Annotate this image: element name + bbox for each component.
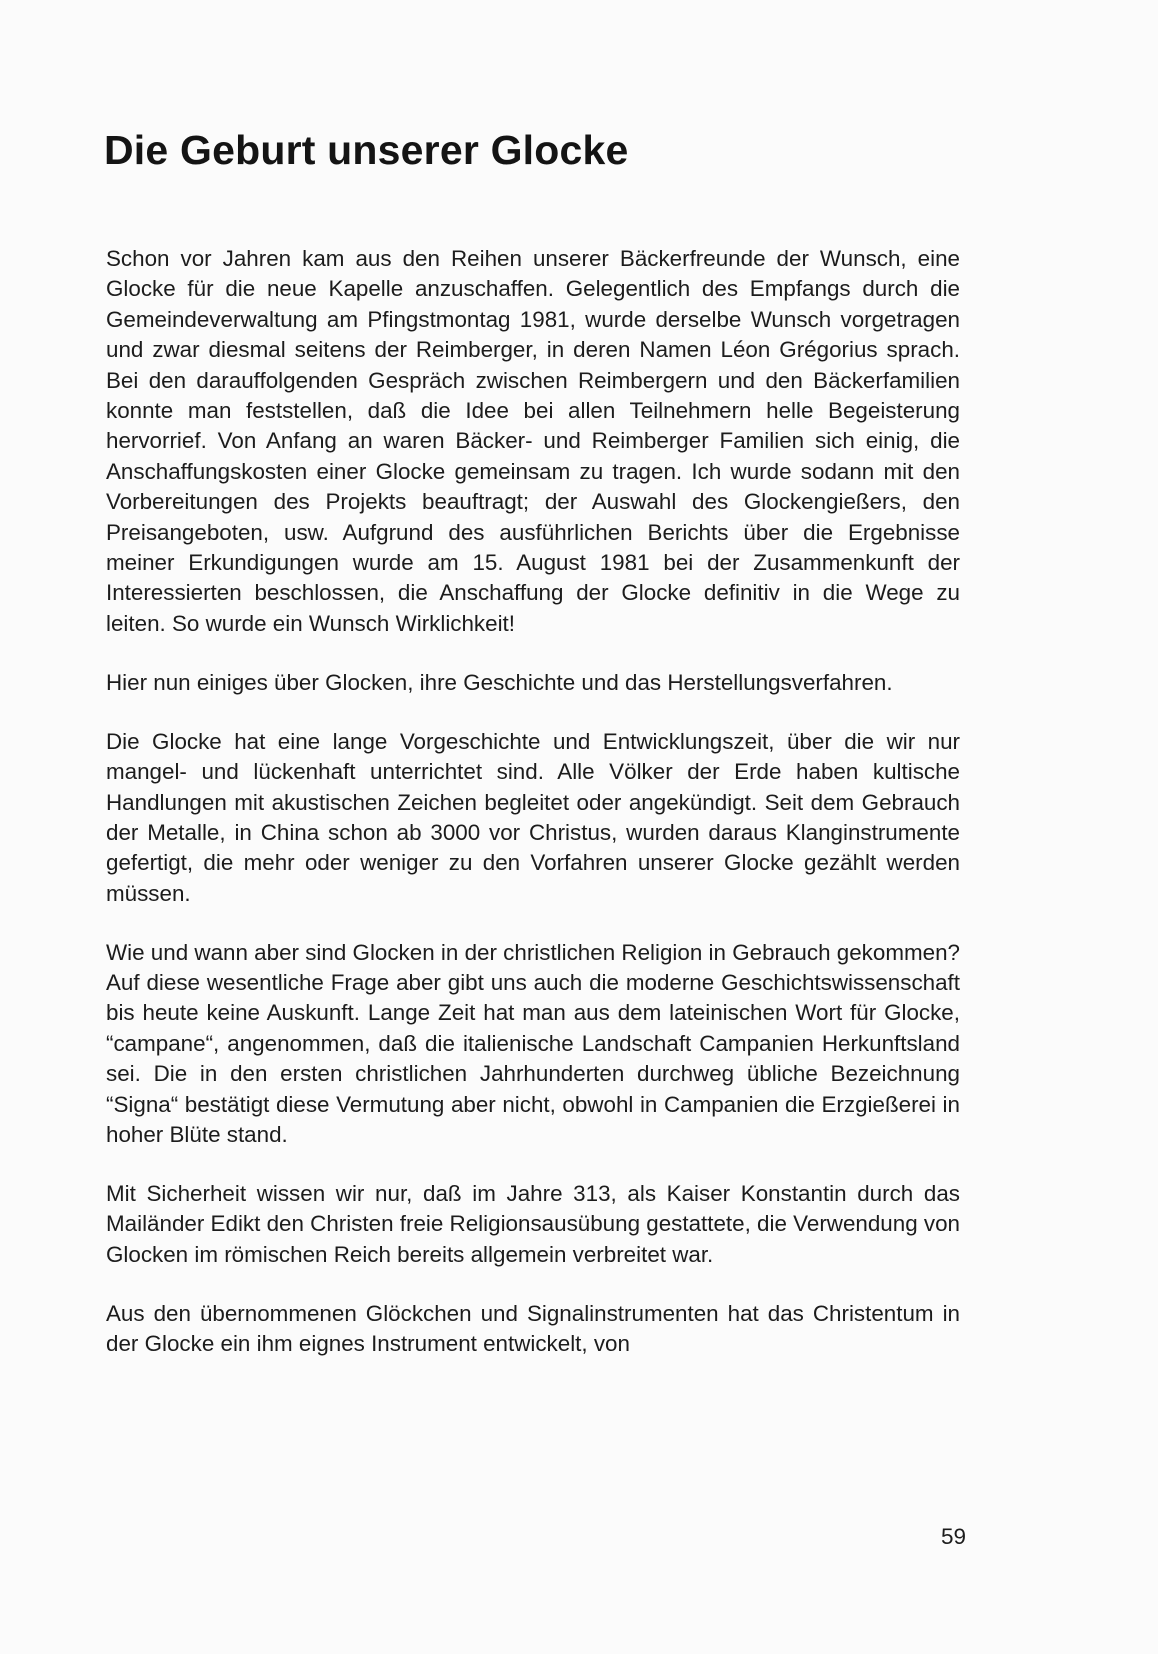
body-text [106,244,960,1360]
paragraph-3: Die Glocke hat eine lange Vorgeschichte und Entwicklungszeit, über die wir nur mangel- und lückenhaft unterrichtet sind. Alle Völker der Erde haben kultische Handlungen mit akustischen Zeichen begleitet oder angekündigt. Seit dem Gebrauch der Metalle, in China schon ab 3000 vor Christus, wurden daraus Klanginstrumente gefertigt, die mehr oder weniger zu den Vorfahren unserer Glocke gezählt werden müssen. [106,728,960,906]
paragraph-6: Aus den übernommenen Glöckchen und Signalinstrumenten hat das Christentum in der Glocke ein ihm eignes Instrument entwickelt, von [106,1300,960,1357]
page-number: 59 [940,1524,966,1549]
paragraph-1: Schon vor Jahren kam aus den Reihen unserer Bäckerfreunde der Wunsch, eine Glocke für die neue Kapelle anzuschaffen. Gelegentlich des Empfangs durch die Gemeindeverwaltung am Pfingstmontag 1981, wurde derselbe Wunsch vorgetragen und zwar diesmal seitens der Reimberger, in deren Namen Léon Grégorius sprach. Bei den darauffolgenden Gespräch zwischen Reimbergern und den Bäckerfamilien konnte man feststellen, daß die Idee bei allen Teilnehmern helle Begeisterung hervorrief. Von Anfang an waren Bäcker- und Reimberger Familien sich einig, die Anschaffungskosten einer Glocke gemeinsam zu tragen. Ich wurde sodann mit den Vorbereitungen des Projekts beauftragt; der Auswahl des Glockengießers, den Preisangeboten, usw. Aufgrund des ausführlichen Berichts über die Ergebnisse meiner Erkundigungen wurde am 15. August 1981 bei der Zusammenkunft der Interessierten beschlossen, die Anschaffung der Glocke definitiv in die Wege zu leiten. So wurde ein Wunsch Wirklichkeit! [106,246,960,636]
paragraph-4: Wie und wann aber sind Glocken in der christlichen Religion in Gebrauch gekommen? Auf diese wesentliche Frage aber gibt uns auch die moderne Geschichtswissenschaft bis heute keine Auskunft. Lange Zeit hat man aus dem lateinischen Wort für Glocke, “campane“, angenommen, daß die italienische Landschaft Campanien Herkunftsland sei. Die in den ersten christlichen Jahrhunderten durchweg übliche Bezeichnung “Signa“ bestätigt diese Vermutung aber nicht, obwohl in Campanien die Erzgießerei in hoher Blüte stand. [106,939,960,1148]
paragraph-2: Hier nun einiges über Glocken, ihre Geschichte und das Herstellungsverfahren. [106,669,893,695]
paragraph-5: Mit Sicherheit wissen wir nur, daß im Jahre 313, als Kaiser Konstantin durch das Mailänder Edikt den Christen freie Religionsausübung gestattete, die Verwendung von Glocken im römischen Reich bereits allgemein verbreitet war. [106,1180,960,1267]
page-title: Die Geburt unserer Glocke [104,127,629,173]
